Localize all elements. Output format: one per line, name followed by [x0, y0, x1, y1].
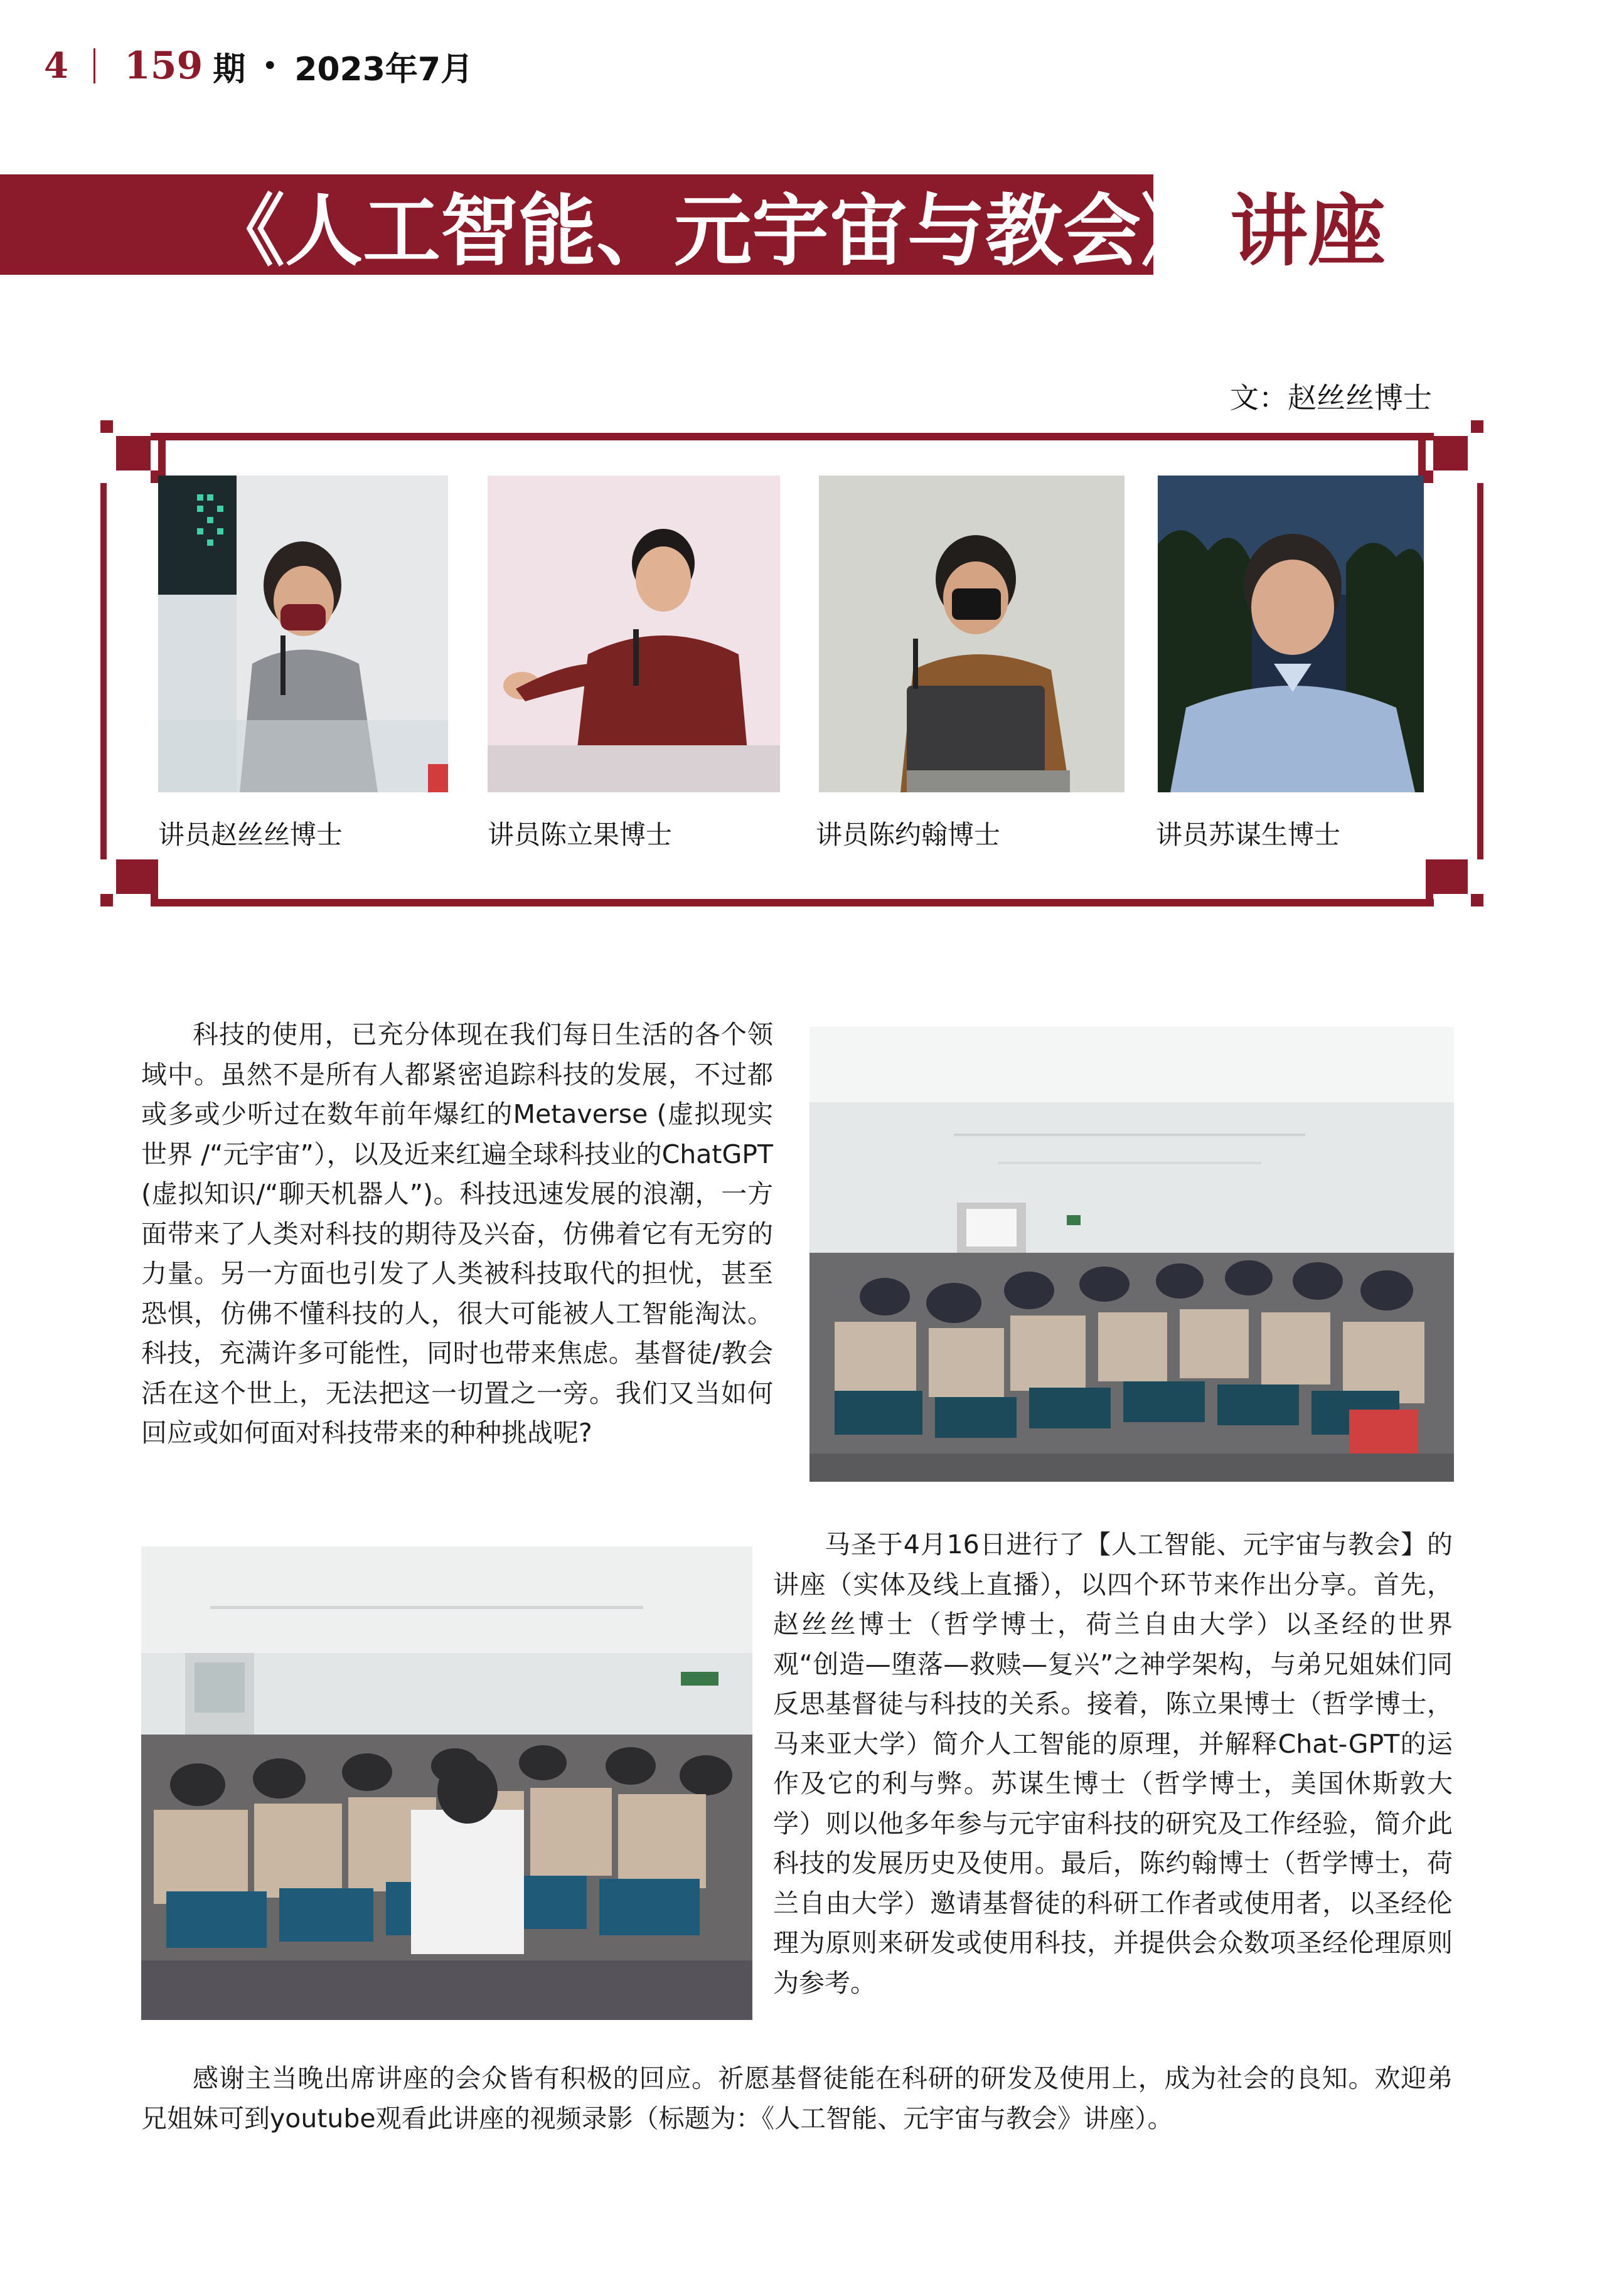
speaker-photo-4: [1158, 476, 1424, 792]
speaker-photo-3: [819, 476, 1125, 792]
audience-photo-hall: [809, 1027, 1454, 1482]
page-header: [44, 44, 473, 88]
body-paragraph-3: [141, 2059, 1453, 2139]
issue-number: 159: [124, 44, 203, 88]
byline: 文：赵丝丝博士: [1230, 381, 1432, 415]
header-divider: [93, 48, 95, 83]
issue-label: 期: [213, 50, 246, 88]
header-bullet: •: [262, 50, 279, 82]
body-paragraph-1: [141, 1015, 773, 1454]
article-title: [207, 174, 1386, 275]
speaker-caption-1: 讲员赵丝丝博士: [158, 819, 343, 850]
body-paragraph-3-text: 感谢主当晚出席讲座的会众皆有积极的回应。祈愿基督徒能在科研的研发及使用上，成为社会的良知。欢迎弟兄姐妹可到youtube观看此讲座的视频录影（标题为：《人工智能、元宇宙与教会》讲座）。: [141, 2063, 1453, 2134]
body-paragraph-2-text: 马圣于4月16日进行了【人工智能、元宇宙与教会】的讲座（实体及线上直播），以四个环节来作出分享。首先，赵丝丝博士（哲学博士，荷兰自由大学）以圣经的世界观“创造—堕落—救赎—复兴”之神学架构，与弟兄姐妹们同反思基督徒与科技的关系。接着，陈立果博士（哲学博士，马来亚大学）简介人工智能的原理，并解释Chat-GPT的运作及它的利与弊。苏谋生博士（哲学博士，美国休斯敦大学）则以他多年参与元宇宙科技的研究及工作经验，简介此科技的发展历史及使用。最后，陈约翰博士（哲学博士，荷兰自由大学）邀请基督徒的科研工作者或使用者，以圣经伦理为原则来研发或使用科技，并提供会众数项圣经伦理原则为参考。: [773, 1529, 1453, 1998]
speaker-photo-2: [488, 476, 780, 792]
article-title-suffix: 讲座: [1230, 186, 1386, 277]
body-paragraph-1-text: 科技的使用，已充分体现在我们每日生活的各个领域中。虽然不是所有人都紧密追踪科技的发展，不过都或多或少听过在数年前年爆红的Metaverse (虚拟现实世界 /“元宇宙”），以及近来红遍全球科技业的ChatGPT (虚拟知识/“聊天机器人”)。科技迅速发展的浪潮，一方面带来了人类对科技的期待及兴奋，仿佛着它有无穷的力量。另一方面也引发了人类被科技取代的担忧，甚至恐惧，仿佛不懂科技的人，很大可能被人工智能淘汰。科技，充满许多可能性，同时也带来焦虑。基督徒/教会活在这个世上，无法把这一切置之一旁。我们又当如何回应或如何面对科技带来的种种挑战呢?: [141, 1019, 773, 1448]
article-title-main: 《人工智能、元宇宙与教会》: [207, 186, 1219, 277]
issue-date: 2023年7月: [294, 50, 474, 88]
speaker-caption-3: 讲员陈约翰博士: [816, 819, 1001, 850]
speaker-photo-1: [158, 476, 448, 792]
page-number: 4: [44, 45, 68, 87]
audience-photo-crowd: [141, 1546, 752, 2020]
body-paragraph-2: [773, 1525, 1453, 2003]
speaker-caption-2: 讲员陈立果博士: [488, 819, 673, 850]
speaker-caption-4: 讲员苏谋生博士: [1156, 819, 1341, 850]
